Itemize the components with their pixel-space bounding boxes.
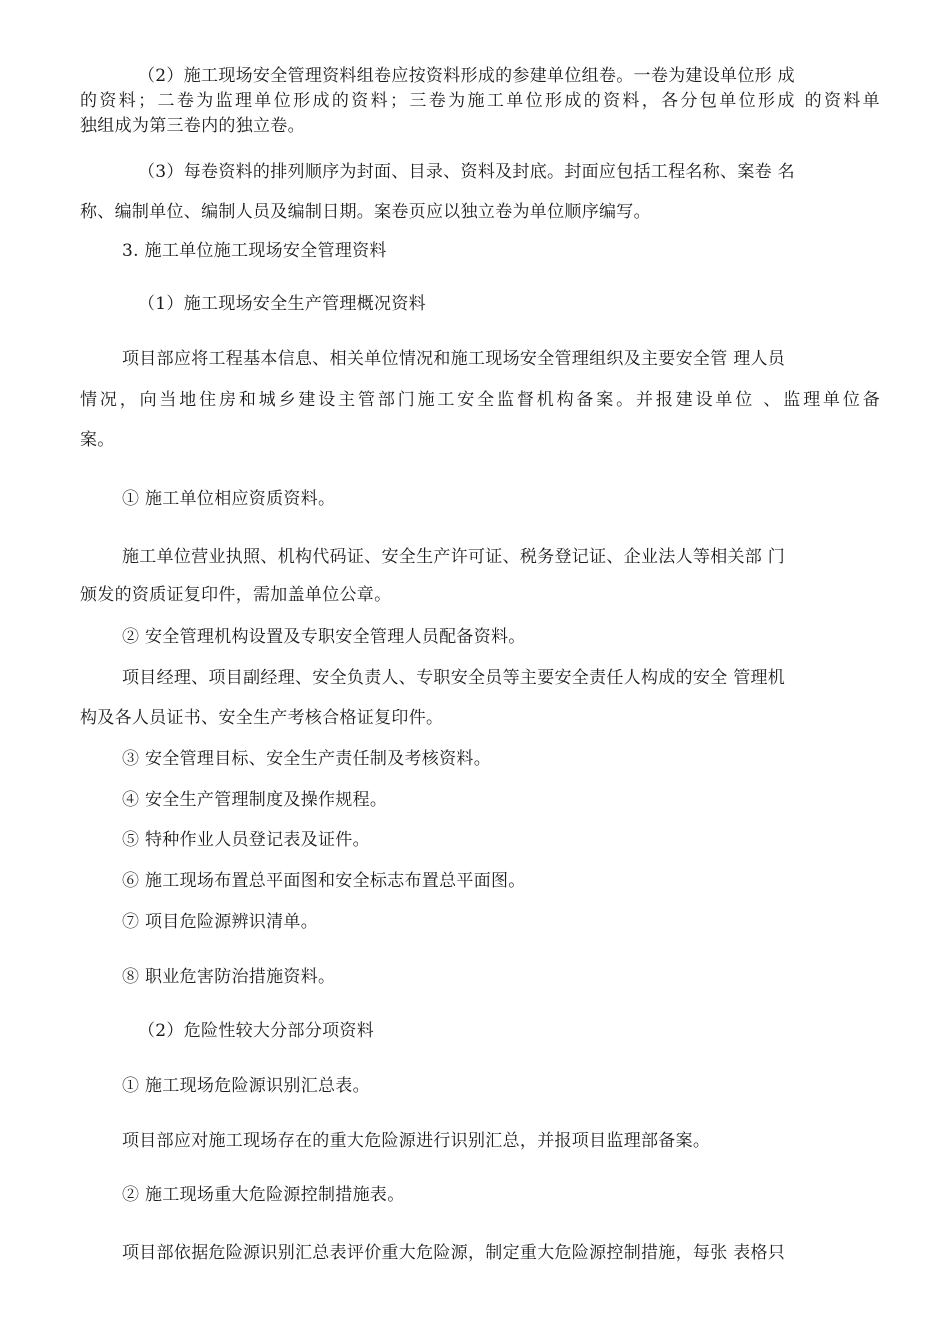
paragraph-qualification-line-1: 施工单位营业执照、机构代码证、安全生产许可证、税务登记证、企业法人等相关部 门 — [122, 547, 786, 567]
subsection-heading-2: （2）危险性较大分部分项资料 — [138, 1021, 375, 1041]
list-item-9: ① 施工现场危险源识别汇总表。 — [122, 1076, 370, 1096]
list-item-5: ⑤ 特种作业人员登记表及证件。 — [122, 830, 370, 850]
paragraph-2-line-2: 的资料；二卷为监理单位形成的资料；三卷为施工单位形成的资料，各分包单位形成 的资料单 — [80, 91, 880, 111]
list-item-6: ⑥ 施工现场布置总平面图和安全标志布置总平面图。 — [122, 871, 526, 891]
paragraph-3-line-2: 称、编制单位、编制人员及编制日期。案卷页应以独立卷为单位顺序编写。 — [80, 202, 651, 222]
paragraph-hazard-control: 项目部依据危险源识别汇总表评价重大危险源，制定重大危险源控制措施，每张 表格只 — [122, 1243, 786, 1263]
paragraph-2-line-1: （2）施工现场安全管理资料组卷应按资料形成的参建单位组卷。一卷为建设单位形 成 — [138, 66, 795, 86]
paragraph-3-line-1: （3）每卷资料的排列顺序为封面、目录、资料及封底。封面应包括工程名称、案卷 名 — [138, 162, 795, 182]
paragraph-personnel-line-2: 构及各人员证书、安全生产考核合格证复印件。 — [80, 708, 444, 728]
list-item-4: ④ 安全生产管理制度及操作规程。 — [122, 790, 388, 810]
paragraph-registration-line-1: 项目部应将工程基本信息、相关单位情况和施工现场安全管理组织及主要安全管 理人员 — [122, 349, 786, 369]
list-item-3: ③ 安全管理目标、安全生产责任制及考核资料。 — [122, 749, 492, 769]
list-item-1: ① 施工单位相应资质资料。 — [122, 489, 336, 509]
list-item-7: ⑦ 项目危险源辨识清单。 — [122, 912, 319, 932]
paragraph-registration-line-2: 情况，向当地住房和城乡建设主管部门施工安全监督机构备案。并报建设单位 、监理单位备 — [80, 390, 880, 410]
paragraph-personnel-line-1: 项目经理、项目副经理、安全负责人、专职安全员等主要安全责任人构成的安全 管理机 — [122, 668, 786, 688]
paragraph-hazard-summary: 项目部应对施工现场存在的重大危险源进行识别汇总，并报项目监理部备案。 — [122, 1131, 711, 1151]
list-item-8: ⑧ 职业危害防治措施资料。 — [122, 967, 336, 987]
list-item-2: ② 安全管理机构设置及专职安全管理人员配备资料。 — [122, 627, 526, 647]
paragraph-qualification-line-2: 颁发的资质证复印件，需加盖单位公章。 — [80, 585, 392, 605]
list-item-10: ② 施工现场重大危险源控制措施表。 — [122, 1185, 405, 1205]
paragraph-registration-line-3: 案。 — [80, 430, 115, 450]
paragraph-2-line-3: 独组成为第三卷内的独立卷。 — [80, 116, 305, 136]
subsection-heading-1: （1）施工现场安全生产管理概况资料 — [138, 294, 426, 314]
section-heading-3: 3. 施工单位施工现场安全管理资料 — [122, 241, 387, 261]
